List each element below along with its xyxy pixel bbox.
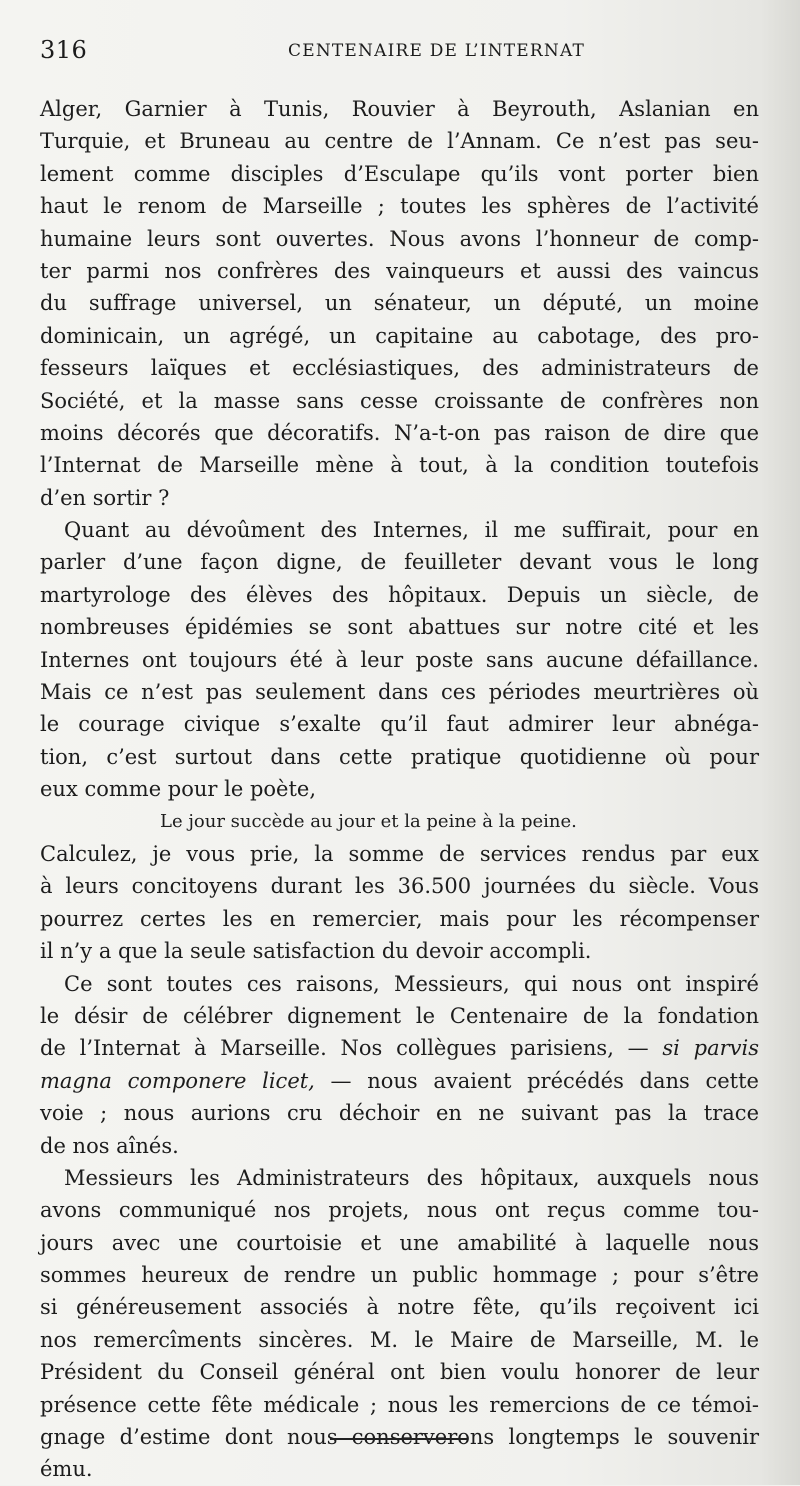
text-line: le désir de célébrer dignement le Centenaire de la fondation	[40, 1003, 759, 1028]
text-line: nombreuses épidémies se sont abattues sur notre cité et les	[40, 615, 759, 640]
text-line: de nos aînés.	[40, 1133, 179, 1158]
text-line: avons communiqué nos projets, nous ont reçus comme tou-	[40, 1198, 759, 1223]
text-line: dominicain, un agrégé, un capitaine au cabotage, des pro-	[40, 323, 759, 348]
text-line: ter parmi nos confrères des vainqueurs et aussi des vaincus	[40, 258, 759, 283]
page-header	[40, 36, 760, 66]
running-head: CENTENAIRE DE L’INTERNAT	[288, 41, 586, 61]
text-line: pourrez certes les en remercier, mais pour les récompenser	[40, 906, 759, 931]
text-line: nos remercîments sincères. M. le Maire de Marseille, M. le	[40, 1327, 759, 1352]
text-line: il n’y a que la seule satisfaction du devoir accompli.	[40, 939, 592, 964]
text-line: moins décorés que décoratifs. N’a-t-on pas raison de dire que	[40, 420, 759, 445]
text-line: Mais ce n’est pas seulement dans ces périodes meurtrières où	[40, 680, 759, 705]
text-line: tion, c’est surtout dans cette pratique quotidienne où pour	[40, 744, 759, 769]
text-line: humaine leurs sont ouvertes. Nous avons l’honneur de comp-	[40, 226, 759, 251]
latin-phrase: magna componere licet,	[40, 1068, 315, 1093]
text-line: Internes ont toujours été à leur poste sans aucune défaillance.	[40, 647, 759, 672]
text-line: présence cette fête médicale ; nous les remercions de ce témoi-	[40, 1392, 759, 1417]
closing-rule	[330, 1438, 468, 1440]
text-line: Ce sont toutes ces raisons, Messieurs, qui nous ont inspiré	[64, 971, 759, 996]
text-line: ému.	[40, 1457, 93, 1482]
text-line: Quant au dévoûment des Internes, il me suffirait, pour en	[64, 518, 759, 543]
text-line: l’Internat de Marseille mène à tout, à la condition toutefois	[40, 453, 759, 478]
text-line: eux comme pour le poète,	[40, 777, 317, 802]
text-fragment: de l’Internat à Marseille. Nos collègues parisiens, —	[40, 1036, 663, 1061]
page-number: 316	[40, 36, 88, 64]
text-line: jours avec une courtoisie et une amabilité à laquelle nous	[40, 1230, 759, 1255]
text-line: gnage d’estime dont nous conserverons longtemps le souvenir	[40, 1425, 759, 1450]
body-text	[40, 93, 759, 1486]
text-line	[40, 1065, 759, 1097]
text-line: Président du Conseil général ont bien voulu honorer de leur	[40, 1360, 759, 1385]
text-line: sommes heureux de rendre un public hommage ; pour s’être	[40, 1263, 759, 1288]
text-line: Société, et la masse sans cesse croissante de confrères non	[40, 388, 759, 413]
latin-phrase: si parvis	[662, 1036, 759, 1061]
text-line	[40, 1032, 759, 1064]
text-line: haut le renom de Marseille ; toutes les sphères de l’activité	[40, 194, 759, 219]
text-fragment: — nous avaient précédés dans cette	[314, 1068, 759, 1093]
text-line: Calculez, je vous prie, la somme de services rendus par eux	[40, 841, 759, 866]
text-line: voie ; nous aurions cru déchoir en ne suivant pas la trace	[40, 1101, 759, 1126]
text-line: d’en sortir ?	[40, 485, 170, 510]
text-line: Alger, Garnier à Tunis, Rouvier à Beyrouth, Aslanian en	[40, 97, 759, 121]
text-line: Messieurs les Administrateurs des hôpitaux, auxquels nous	[64, 1165, 759, 1190]
text-line: du suffrage universel, un sénateur, un député, un moine	[40, 291, 759, 316]
text-line: fesseurs laïques et ecclésiastiques, des administrateurs de	[40, 356, 759, 381]
text-line: si généreusement associés à notre fête, qu’ils reçoivent ici	[40, 1295, 759, 1320]
text-line: martyrologe des élèves des hôpitaux. Depuis un siècle, de	[40, 582, 759, 607]
text-line: lement comme disciples d’Esculape qu’ils vont porter bien	[40, 161, 759, 186]
text-line: Turquie, et Bruneau au centre de l’Annam. Ce n’est pas seu-	[40, 129, 759, 154]
verse-quote: Le jour succède au jour et la peine à la peine.	[160, 810, 577, 832]
text-line: parler d’une façon digne, de feuilleter devant vous le long	[40, 550, 759, 575]
text-line: à leurs concitoyens durant les 36.500 journées du siècle. Vous	[40, 874, 759, 899]
text-line: le courage civique s’exalte qu’il faut admirer leur abnéga-	[40, 712, 759, 737]
